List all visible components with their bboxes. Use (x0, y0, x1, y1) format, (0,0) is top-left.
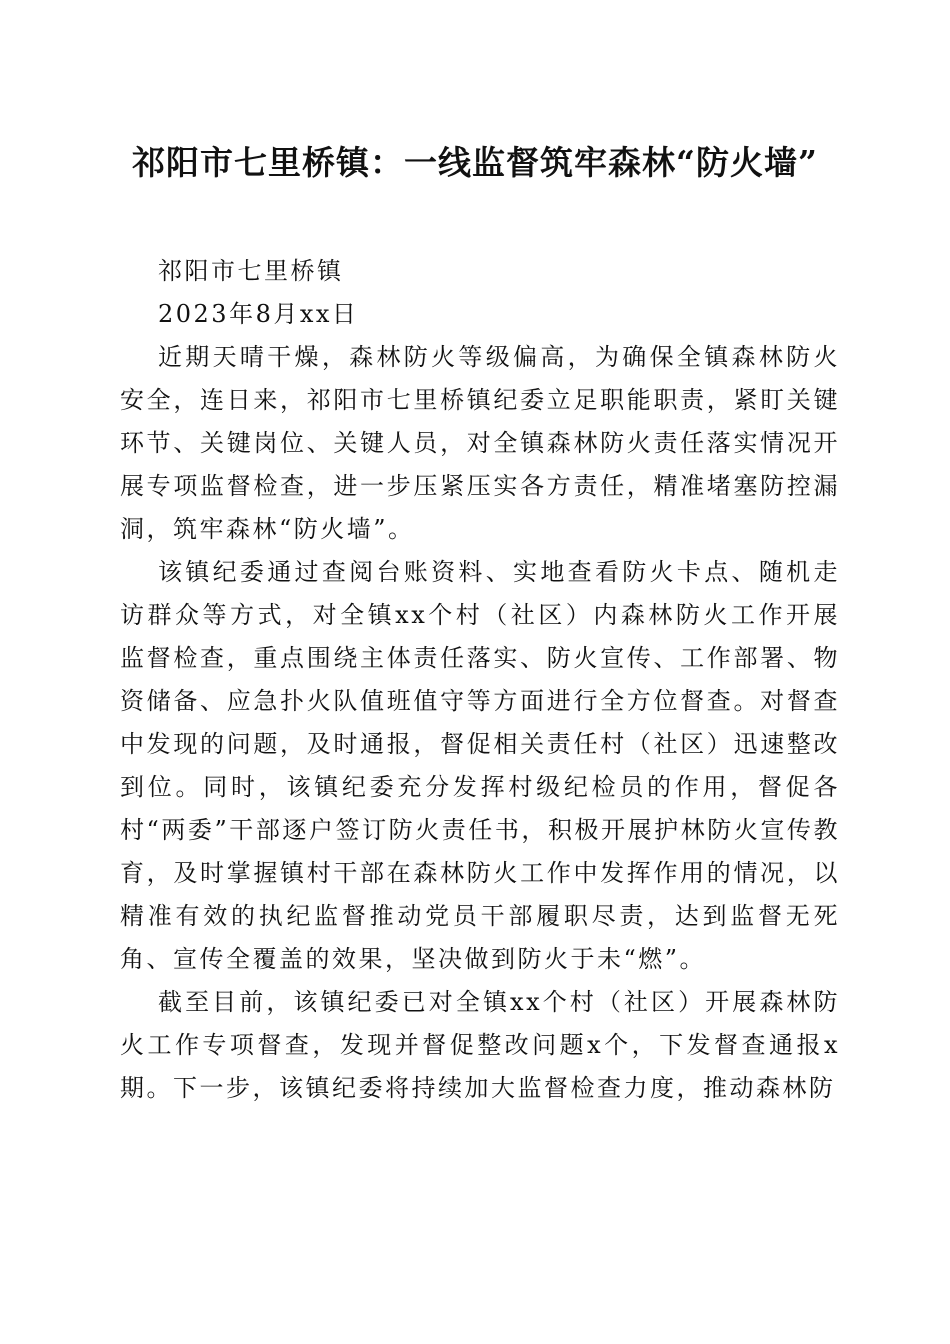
author-line: 祁阳市七里桥镇 (158, 257, 344, 285)
paragraph-1: 近期天晴干燥，森林防火等级偏高，为确保全镇森林防火安全，连日来，祁阳市七里桥镇纪委立足职能职责，紧盯关键环节、关键岗位、关键人员，对全镇森林防火责任落实情况开展专项监督检查，进一步压紧压实各方责任，精准堵塞防控漏洞，筑牢森林“防火墙”。 (120, 343, 840, 543)
date-line: 2023年8月xx日 (158, 300, 359, 328)
paragraph-2: 该镇纪委通过查阅台账资料、实地查看防火卡点、随机走访群众等方式，对全镇xx个村（社区）内森林防火工作开展监督检查，重点围绕主体责任落实、防火宣传、工作部署、物资储备、应急扑火队值班值守等方面进行全方位督查。对督查中发现的问题，及时通报，督促相关责任村（社区）迅速整改到位。同时，该镇纪委充分发挥村级纪检员的作用，督促各村“两委”干部逐户签订防火责任书，积极开展护林防火宣传教育，及时掌握镇村干部在森林防火工作中发挥作用的情况，以精准有效的执纪监督推动党员干部履职尽责，达到监督无死角、宣传全覆盖的效果，坚决做到防火于未“燃”。 (120, 558, 840, 973)
document-body (120, 250, 840, 1110)
paragraph-3: 截至目前，该镇纪委已对全镇xx个村（社区）开展森林防火工作专项督查，发现并督促整改问题x个，下发督查通报x期。下一步，该镇纪委将持续加大监督检查力度，推动森林防 (120, 988, 840, 1102)
document-title: 祁阳市七里桥镇：一线监督筑牢森林“防火墙” (132, 143, 818, 182)
